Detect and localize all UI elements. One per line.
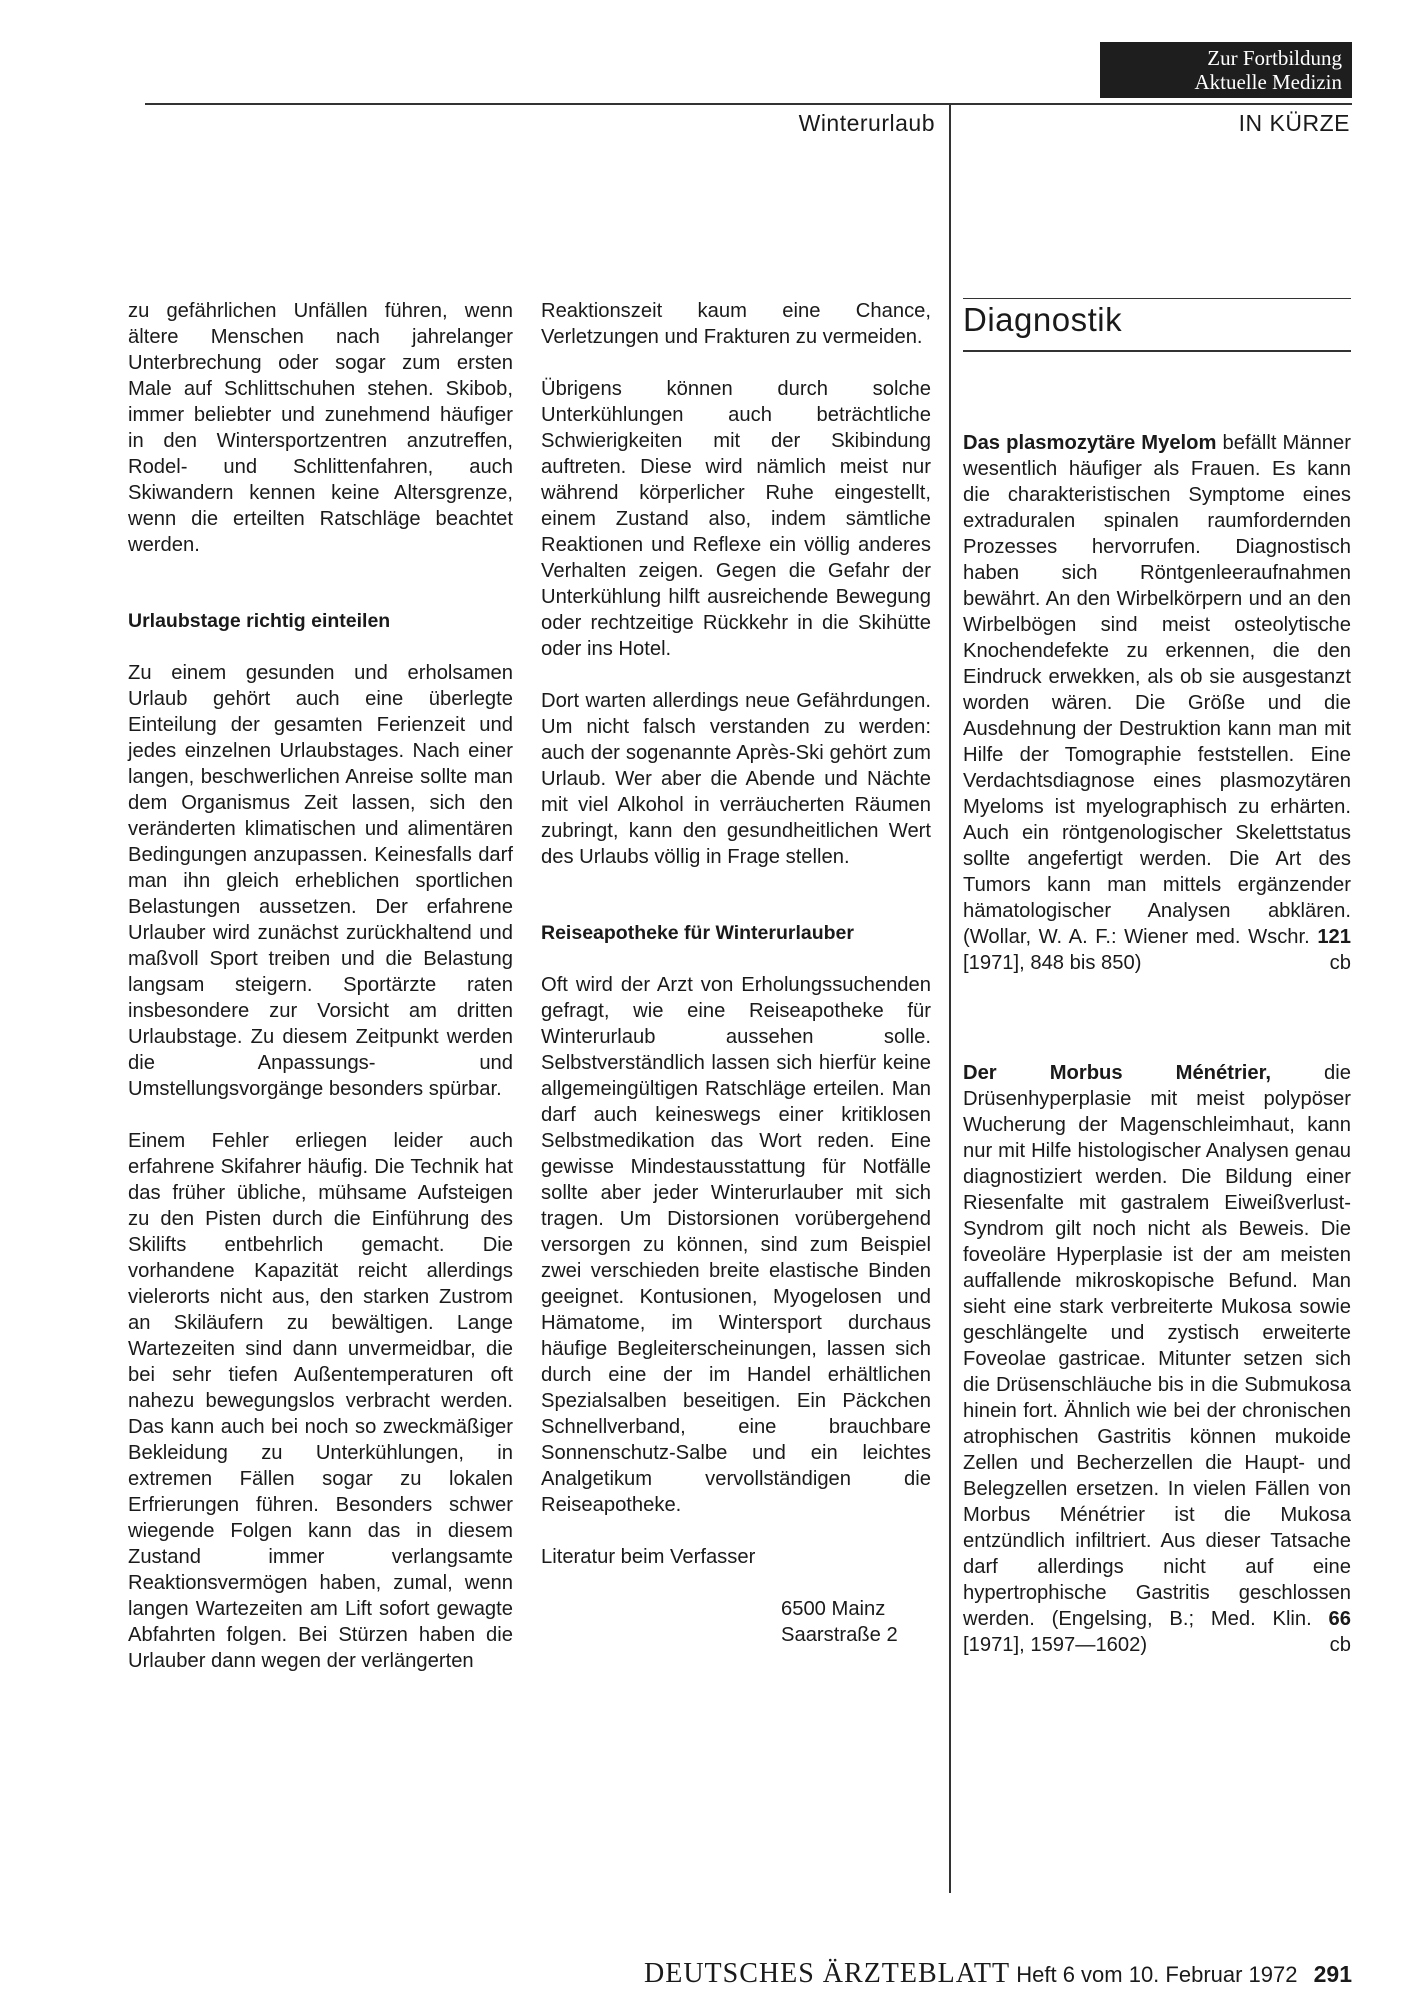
running-head-topic: Winterurlaub (798, 110, 935, 136)
article-column-1 (128, 298, 513, 1674)
paragraph: Oft wird der Arzt von Erholungssuchenden gefragt, wie eine Reiseapotheke für Winterurlaub aussehen solle. Selbstverständlich lassen sich hierfür keine allgemeingültigen Ratschläge erteilen. Man darf auch keineswegs einer kritiklosen Selbstmedikation das Wort reden. Eine gewisse Mindestausstattung für Notfälle sollte aber jeder Winterurlauber mit sich tragen. Um Distorsionen vorübergehend versorgen zu können, sind zum Beispiel zwei verschieden breite elastische Binden geeignet. Kontusionen, Myogelosen und Hämatome, im Wintersport durchaus häufige Begleiterscheinungen, lassen sich durch eine der im Handel erhältlichen Spezialsalben beseitigen. Ein Päckchen Schnellverband, eine brauchbare Sonnenschutz-Salbe und ein leichtes Analgetikum vervollständigen die Reiseapotheke. (541, 974, 931, 1516)
reference-details: [1971], 848 bis 850) (963, 952, 1142, 974)
paragraph: Zu einem gesunden und erholsamen Urlaub gehört auch eine überlegte Einteilung der gesamten Ferienzeit und jedes einzelnen Urlaubstages. Nach einer langen, beschwerlichen Anreise sollte man dem Organismus Zeit lassen, sich den veränderten klimatischen und alimentären Bedingungen anzupassen. Keinesfalls darf man ihn gleich erheblichen sportlichen Belastungen aussetzen. Der erfahrene Urlauber wird zunächst zurückhaltend und maßvoll Sport treiben und die Belastung langsam steigern. Sportärzte raten insbesondere zur Vorsicht am dritten Urlaubstage. Zu diesem Zeitpunkt werden die Anpassungs- und Umstellungsvorgänge besonders spürbar. (128, 662, 513, 1100)
paragraph: Übrigens können durch solche Unterkühlungen auch beträchtliche Schwierigkeiten mit der Skibindung auftreten. Diese wird nämlich meist nur während körperlicher Ruhe eingestellt, einem Zustand also, indem sämtliche Reaktionen und Reflexe ein völlig anderes Verhalten zeigen. Gegen die Gefahr der Unterkühlung hilft ausreichende Bewegung oder rechtzeitige Rückkehr in die Skihütte oder ins Hotel. (541, 378, 931, 660)
issue-info: Heft 6 vom 10. Februar 1972 (1016, 1962, 1298, 1987)
subheading: Reiseapotheke für Winterurlauber (541, 922, 854, 944)
paragraph: zu gefährlichen Unfällen führen, wenn ältere Menschen nach jahrelanger Unterbrechung oder sogar zum ersten Male auf Schlittschuhen stehen. Skibob, immer beliebter und zunehmend häufiger in den Wintersportzentren anzutreffen, Rodel- und Schlittenfahren, auch Skiwandern kennen keine Altersgrenze, wenn die erteilten Ratschläge beachtet werden. (128, 300, 513, 556)
news-item-myelom (963, 430, 1351, 976)
news-item-menetrier (963, 1060, 1351, 1658)
section-rule-bottom (963, 350, 1351, 352)
page-number: 291 (1313, 1961, 1352, 1987)
author-address-city: 6500 Mainz (781, 1598, 886, 1620)
news-item-lead: Das plasmozytäre Myelom (963, 432, 1217, 454)
news-item-lead: Der Morbus Ménétrier, (963, 1062, 1271, 1084)
paragraph: Dort warten allerdings neue Gefährdungen. Um nicht falsch verstanden zu werden: auch der sogenannte Après-Ski gehört zum Urlaub. Wer aber die Abende und Nächte mit viel Alkohol in verräucherten Räumen zubringt, kann den gesundheitlichen Wert des Urlaubs völlig in Frage stellen. (541, 690, 931, 868)
column-divider (949, 103, 951, 1893)
section-badge (1100, 42, 1352, 98)
news-column (963, 430, 1351, 1658)
literature-note: Literatur beim Verfasser (541, 1546, 756, 1568)
news-item-body: die Drüsenhyperplasie mit meist polypöser Wucherung der Magenschleimhaut, kann nur mit Hilfe histologischer Analysen genau diagnostiziert werden. Die Bildung einer Riesenfalte mit gastralem Eiweißverlust-Syndrom gilt noch nicht als Beweis. Die foveoläre Hyperplasie ist der am meisten auffallende mikroskopische Befund. Man sieht eine stark verbreiterte Mukosa sowie geschlängelte und zystisch erweiterte Foveolae gastricae. Mitunter setzen sich die Drüsenschläuche bis in die Submukosa hinein fort. Ähnlich wie bei der chronischen atrophischen Gastritis können mukoide Zellen und Becherzellen die Haupt- und Belegzellen ersetzen. In vielen Fällen von Morbus Ménétrier ist die Mukosa entzündlich infiltriert. Aus dieser Tatsache darf allerdings nicht auf eine hypertrophische Gastritis geschlossen werden. (Engelsing, B.; Med. Klin. (963, 1062, 1351, 1630)
journal-name: DEUTSCHES ÄRZTEBLATT (644, 1958, 1011, 1989)
reference-details: [1971], 1597—1602) (963, 1634, 1148, 1656)
journal-volume: 66 (1328, 1608, 1351, 1630)
author-address-street: Saarstraße 2 (781, 1624, 898, 1646)
author-signature: cb (1329, 1634, 1351, 1656)
running-head-section: IN KÜRZE (1238, 110, 1350, 136)
news-item-body: befällt Männer wesentlich häufiger als Frauen. Es kann die charakteristischen Symptome eines extraduralen spinalen raumfordernden Prozesses hervorrufen. Diagnostisch haben sich Röntgenleeraufnahmen bewährt. An den Wirbelkörpern und an den Wirbelbögen sind meist osteolytische Knochendefekte zu erkennen, die den Eindruck erwekken, als ob sie ausgestanzt worden wären. Die Größe und die Ausdehnung der Destruktion kann man mit Hilfe der Tomographie feststellen. Eine Verdachtsdiagnose eines plasmozytären Myeloms ist myelographisch zu erhärten. Auch ein röntgenologischer Skelettstatus sollte angefertigt werden. Die Art des Tumors kann man mittels ergänzender hämatologischer Analysen abklären. (Wollar, W. A. F.: Wiener med. Wschr. (963, 432, 1351, 948)
section-title: Diagnostik (963, 301, 1123, 338)
paragraph: Einem Fehler erliegen leider auch erfahrene Skifahrer häufig. Die Technik hat das früher übliche, mühsame Aufsteigen zu den Pisten durch die Einführung des Skilifts entbehrlich gemacht. Die vorhandene Kapazität reicht allerdings vielerorts nicht aus, den starken Zustrom an Skiläufern zu bewältigen. Lange Wartezeiten sind dann unvermeidbar, die bei sehr tiefen Außentemperaturen oft nahezu bewegungslos verbracht werden. Das kann auch bei noch so zweckmäßiger Bekleidung zu Unterkühlungen, in extremen Fällen sogar zu lokalen Erfrierungen führen. Besonders schwer wiegende Folgen kann das in diesem Zustand immer verlangsamte Reaktionsvermögen haben, zumal, wenn langen Wartezeiten am Lift sofort gewagte Abfahrten folgen. Bei Stürzen haben die Urlauber dann wegen der verlängerten (128, 1130, 513, 1672)
journal-volume: 121 (1317, 926, 1351, 948)
page-footer (580, 1958, 1352, 1990)
subheading: Urlaubstage richtig einteilen (128, 610, 391, 632)
article-column-2 (541, 298, 931, 1648)
badge-line-1: Zur Fortbildung (1207, 46, 1342, 70)
badge-line-2: Aktuelle Medizin (1194, 70, 1342, 94)
header-rule (145, 103, 1352, 105)
author-signature: cb (1329, 952, 1351, 974)
paragraph: Reaktionszeit kaum eine Chance, Verletzungen und Frakturen zu vermeiden. (541, 300, 931, 348)
